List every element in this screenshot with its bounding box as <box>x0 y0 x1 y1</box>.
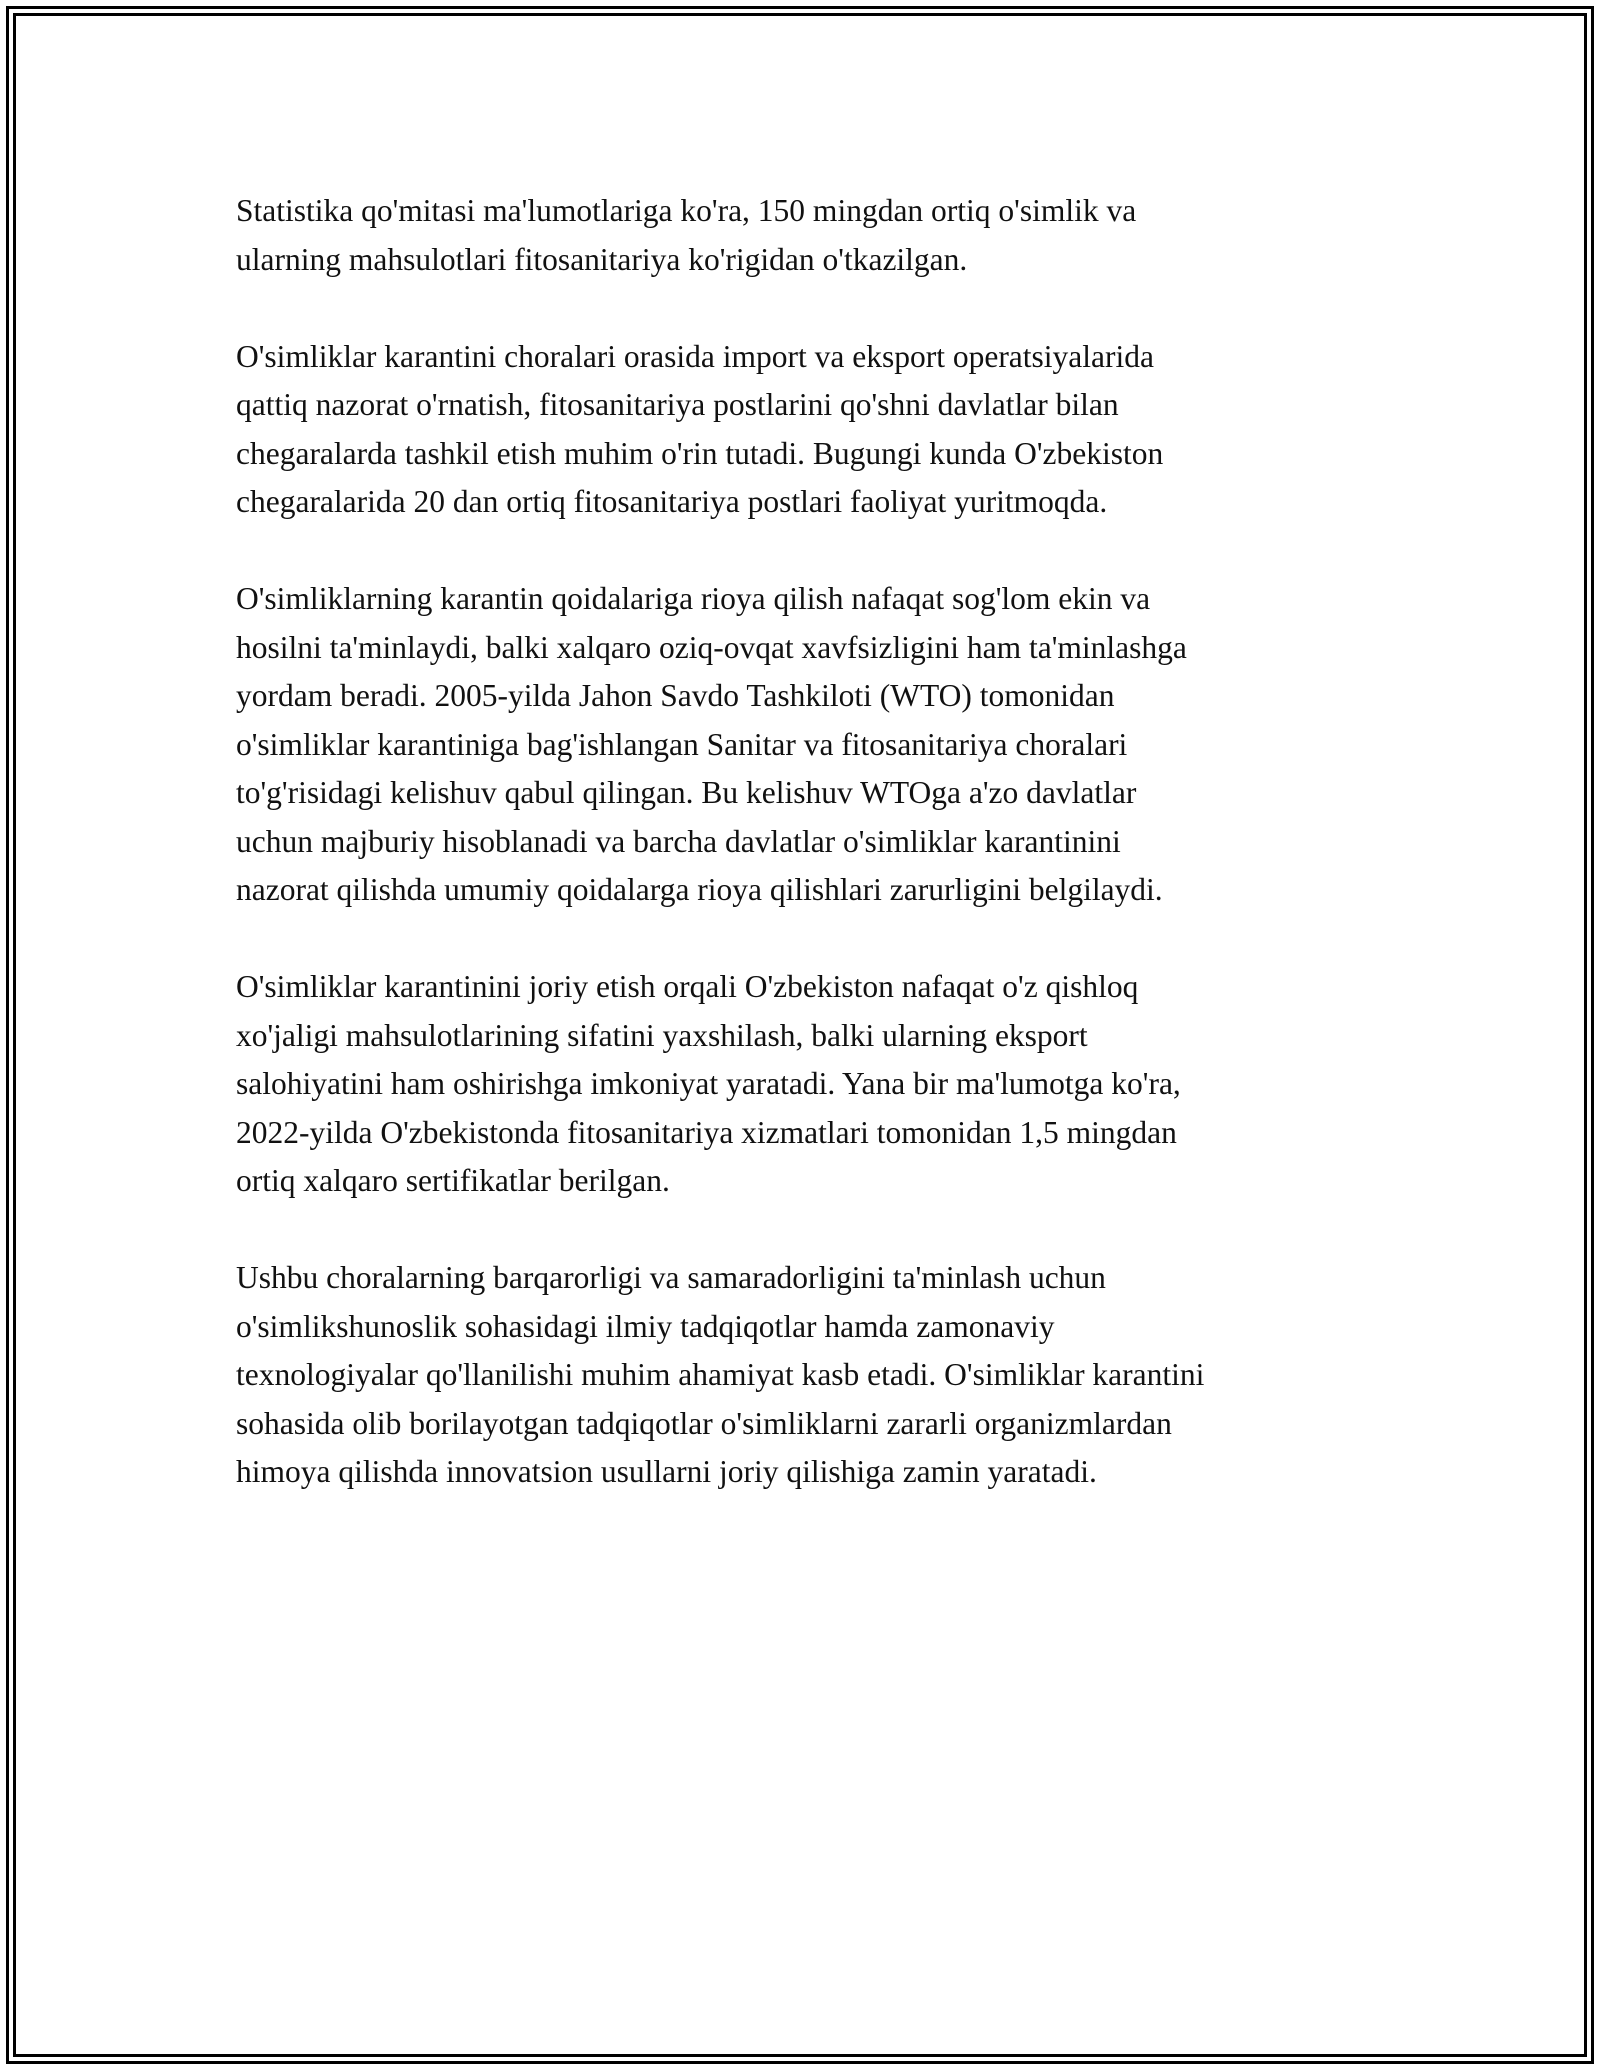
paragraph-quarantine-measures: O'simliklar karantini choralari orasida import va eksport operatsiyalarida qattiq nazorat o'rnatish, fitosanitariya postlarini qo'shni davlatlar bilan chegaralarda tashkil etish muhim o'rin tutadi. Bugungi kunda O'zbekiston chegaralarida 20 dan ortiq fitosanitariya postlari faoliyat yuritmoqda. <box>236 338 1164 519</box>
paragraph-research: Ushbu choralarning barqarorligi va samaradorligini ta'minlash uchun o'simlikshunoslik sohasidagi ilmiy tadqiqotlar hamda zamonaviy texnologiyalar qo'llanilishi muhim ahamiyat kasb etadi. O'simliklar karantini sohasida olib borilayotgan tadqiqotlar o'simliklarni zararli organizmlardan himoya qilishda innovatsion usullarni joriy qilishiga zamin yaratadi. <box>236 1260 1205 1489</box>
paragraph-export-potential: O'simliklar karantinini joriy etish orqali O'zbekiston nafaqat o'z qishloq xo'jaligi mahsulotlarining sifatini yaxshilash, balki ularning eksport salohiyatini ham oshirishga imkoniyat yaratadi. Yana bir ma'lumotga ko'ra, 2022-yilda O'zbekistonda fitosanitariya xizmatlari tomonidan 1,5 mingdan ortiq xalqaro sertifikatlar berilgan. <box>236 969 1181 1198</box>
document-body <box>236 187 1376 1545</box>
paragraph-statistics: Statistika qo'mitasi ma'lumotlariga ko'ra, 150 mingdan ortiq o'simlik va ularning mahsulotlari fitosanitariya ko'rigidan o'tkazilgan. <box>236 193 1137 277</box>
paragraph-wto-agreement: O'simliklarning karantin qoidalariga rioya qilish nafaqat sog'lom ekin va hosilni ta'minlaydi, balki xalqaro oziq-ovqat xavfsizligini ham ta'minlashga yordam beradi. 2005-yilda Jahon Savdo Tashkiloti (WTO) tomonidan o'simliklar karantiniga bag'ishlangan Sanitar va fitosanitariya choralari to'g'risidagi kelishuv qabul qilingan. Bu kelishuv WTOga a'zo davlatlar uchun majburiy hisoblanadi va barcha davlatlar o'simliklar karantinini nazorat qilishda umumiy qoidalarga rioya qilishlari zarurligini belgilaydi. <box>236 581 1187 907</box>
